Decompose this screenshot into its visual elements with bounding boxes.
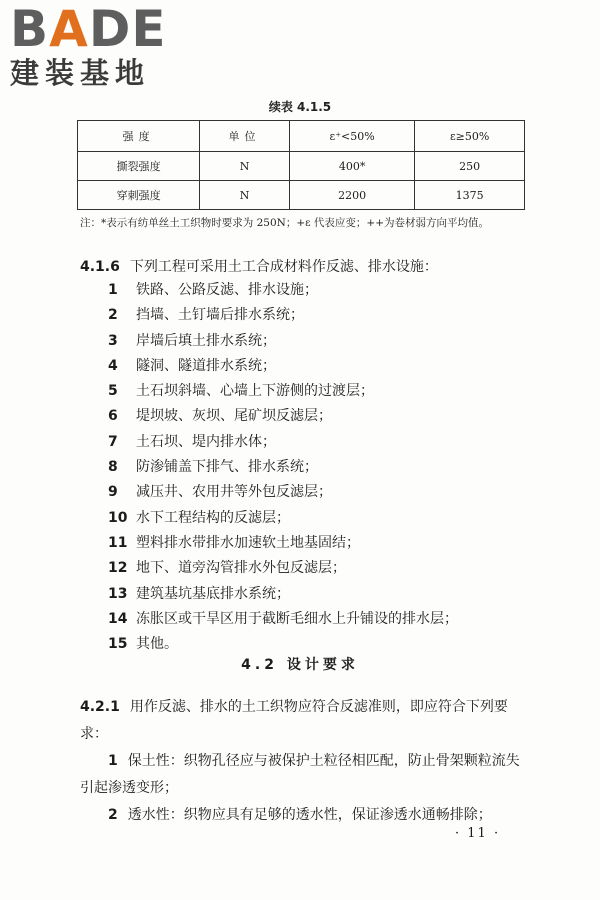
list-item: 5 土石坝斜墙、心墙上下游侧的过渡层； xyxy=(108,383,374,400)
list-item: 7 土石坝、堤内排水体； xyxy=(108,433,276,450)
table-header-cell: 单位 xyxy=(200,121,290,152)
clause-text: 下列工程可采用土工合成材料作反滤、排水设施： xyxy=(129,259,438,275)
clause-number: 4.2.1 xyxy=(80,699,120,715)
list-item: 6 堤坝坡、灰坝、尾矿坝反滤层； xyxy=(108,408,332,425)
table-row xyxy=(78,152,525,181)
table-header-cell: ε⁺<50% xyxy=(289,121,414,152)
list-item: 11 塑料排水带排水加速软土地基固结； xyxy=(108,534,360,551)
list-item: 15 其他。 xyxy=(108,636,178,653)
table-cell: 穿刺强度 xyxy=(78,181,200,210)
strength-table xyxy=(77,120,525,210)
requirement-item: 1 保土性：织物孔径应与被保护土粒径相匹配，防止骨架颗粒流失引起渗透变形； xyxy=(80,753,520,796)
bade-logo xyxy=(10,0,180,90)
logo-subtitle: 建装基地 xyxy=(10,56,151,90)
section-title: 4.2 设计要求 xyxy=(241,657,359,673)
clause-text: 用作反滤、排水的土工织物应符合反滤准则，即应符合下列要求： xyxy=(80,699,508,742)
list-item: 12 地下、道旁沟管排水外包反滤层； xyxy=(108,560,346,577)
list-item: 3 岸墙后填土排水系统； xyxy=(108,332,276,349)
table-cell: N xyxy=(200,181,290,210)
clause-4-1-6 xyxy=(80,256,540,657)
page-number: · 11 · xyxy=(455,826,501,841)
logo-wordmark: BADE xyxy=(10,0,167,58)
application-list xyxy=(80,278,540,657)
requirement-item: 2 透水性：织物应具有足够的透水性，保证渗透水通畅排除； xyxy=(108,807,492,823)
table-cell: 撕裂强度 xyxy=(78,152,200,181)
table-note: 注：*表示有纺单丝土工织物时要求为 250N；+ε 代表应变；++为卷材弱方向平均值。 xyxy=(80,217,489,229)
list-item: 13 建筑基坑基底排水系统； xyxy=(108,585,290,602)
list-item: 9 减压井、农用井等外包反滤层； xyxy=(108,484,332,501)
list-item: 1 铁路、公路反滤、排水设施； xyxy=(108,282,318,298)
table-cell: N xyxy=(200,152,290,181)
list-item: 10 水下工程结构的反滤层； xyxy=(108,509,290,526)
table-caption: 续表 4.1.5 xyxy=(268,100,332,114)
table-header-row xyxy=(78,121,525,152)
list-item: 14 冻胀区或干旱区用于截断毛细水上升铺设的排水层； xyxy=(108,610,458,627)
table-cell: 1375 xyxy=(415,181,525,210)
table-cell: 250 xyxy=(415,152,525,181)
list-item: 2 挡墙、土钉墙后排水系统； xyxy=(108,307,304,324)
clause-4-2-1 xyxy=(80,694,528,829)
clause-number: 4.1.6 xyxy=(80,259,120,275)
table-row xyxy=(78,181,525,210)
list-item: 8 防渗铺盖下排气、排水系统； xyxy=(108,459,318,476)
table-header-cell: 强度 xyxy=(78,121,200,152)
table-cell: 2200 xyxy=(289,181,414,210)
clause-heading xyxy=(80,694,528,748)
list-item: 4 隧洞、隧道排水系统； xyxy=(108,357,276,374)
table-header-cell: ε≥50% xyxy=(415,121,525,152)
table-cell: 400* xyxy=(289,152,414,181)
clause-heading xyxy=(80,256,540,278)
